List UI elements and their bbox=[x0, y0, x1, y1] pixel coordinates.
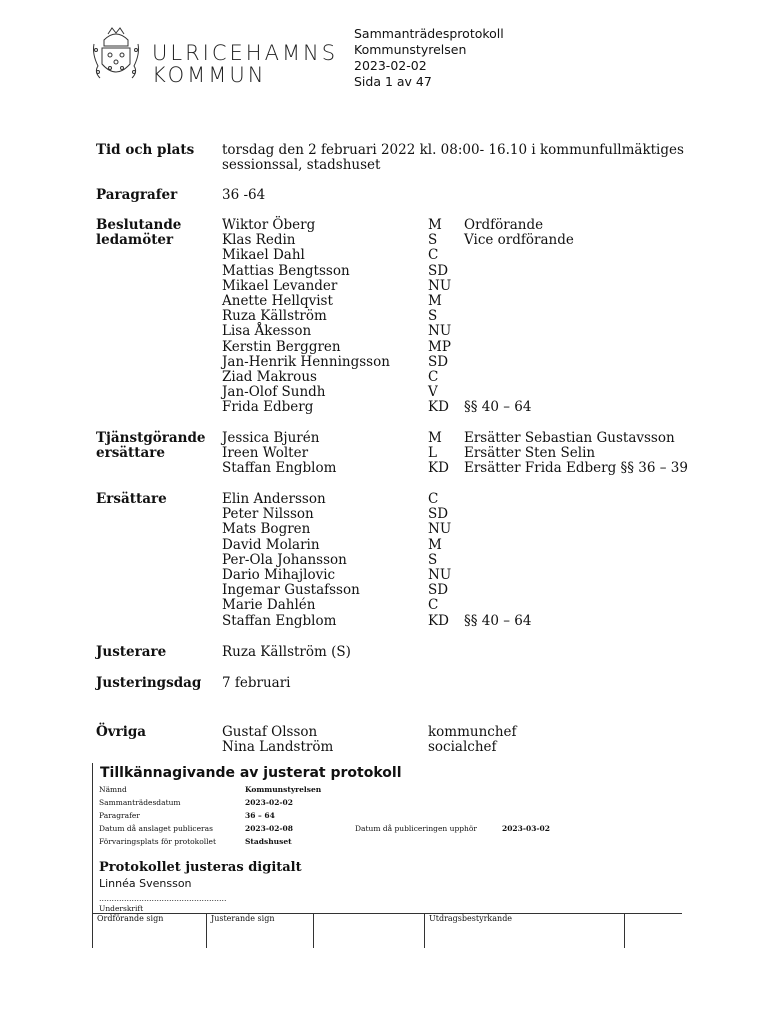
list-item bbox=[0, 264, 770, 279]
page-number: Sida 1 av 47 bbox=[354, 74, 432, 89]
logo-line-2: KOMMUN bbox=[152, 63, 267, 87]
party-code: SD bbox=[428, 262, 449, 279]
notice-meeting-date-value: 2023-02-02 bbox=[245, 798, 293, 807]
list-item bbox=[0, 492, 770, 507]
person-name: Marie Dahlén bbox=[222, 597, 316, 614]
list-item bbox=[0, 355, 770, 370]
party-code: SD bbox=[428, 582, 449, 599]
person-title: kommunchef bbox=[428, 724, 517, 740]
person-role: Ordförande bbox=[464, 217, 544, 233]
list-item bbox=[0, 233, 770, 248]
paragraphs-value: 36 -64 bbox=[222, 187, 266, 203]
others-list bbox=[0, 725, 770, 755]
certified-cell[interactable] bbox=[425, 914, 625, 948]
notice-title: Tillkännagivande av justerat protokoll bbox=[100, 765, 402, 781]
members-label: Beslutande ledamöter bbox=[96, 217, 182, 249]
party-code: C bbox=[428, 368, 439, 385]
adjust-date-value: 7 februari bbox=[222, 675, 291, 691]
party-code: NU bbox=[428, 277, 452, 294]
party-code: NU bbox=[428, 521, 452, 538]
substitutes-label: Ersättare bbox=[96, 491, 167, 507]
party-code: C bbox=[428, 597, 439, 614]
party-code: SD bbox=[428, 506, 449, 523]
person-name: Anette Hellqvist bbox=[222, 292, 333, 309]
adjuster-label: Justerare bbox=[96, 644, 167, 660]
list-item bbox=[0, 461, 770, 476]
person-name: Staffan Engblom bbox=[222, 460, 337, 477]
notice-body-label: Nämnd bbox=[99, 785, 127, 794]
list-item bbox=[0, 583, 770, 598]
party-code: L bbox=[428, 445, 437, 462]
header-meta bbox=[354, 26, 504, 90]
notice-storage-label: Förvaringsplats för protokollet bbox=[99, 837, 216, 846]
party-code: S bbox=[428, 308, 438, 325]
list-item bbox=[0, 309, 770, 324]
chair-sign-cell[interactable] bbox=[93, 914, 207, 948]
list-item bbox=[0, 553, 770, 568]
signature-label: Underskrift bbox=[99, 904, 144, 913]
paragraphs-label: Paragrafer bbox=[96, 187, 178, 203]
person-name: David Molarin bbox=[222, 536, 320, 553]
list-item bbox=[0, 218, 770, 233]
person-name: Jan-Olof Sundh bbox=[222, 384, 326, 401]
person-name: Ziad Makrous bbox=[222, 368, 317, 385]
list-item bbox=[0, 725, 770, 740]
person-name: Ruza Källström bbox=[222, 308, 327, 325]
list-item bbox=[0, 740, 770, 755]
chair-sign-label: Ordförande sign bbox=[97, 914, 164, 923]
person-name: Jan-Henrik Henningsson bbox=[222, 353, 390, 370]
secretary-name: Linnéa Svensson bbox=[99, 877, 192, 890]
party-code: S bbox=[428, 232, 438, 249]
party-code: C bbox=[428, 247, 439, 264]
person-name: Wiktor Öberg bbox=[222, 217, 316, 233]
place-line-2: sessionssal, stadshuset bbox=[222, 157, 381, 173]
party-code: KD bbox=[428, 399, 449, 416]
notice-removed-value: 2023-03-02 bbox=[502, 824, 550, 833]
list-item bbox=[0, 522, 770, 537]
notice-body-value: Kommunstyrelsen bbox=[245, 785, 322, 794]
party-code: M bbox=[428, 217, 442, 233]
person-name: Mattias Bengtsson bbox=[222, 262, 350, 279]
person-name: Nina Landström bbox=[222, 739, 334, 756]
list-item bbox=[0, 507, 770, 522]
notice-paragraph-value: 36 – 64 bbox=[245, 811, 275, 820]
list-item bbox=[0, 370, 770, 385]
person-name: Ireen Wolter bbox=[222, 445, 309, 462]
person-name: Frida Edberg bbox=[222, 399, 314, 416]
substitutes-list bbox=[0, 492, 770, 629]
adjust-date-label: Justeringsdag bbox=[96, 675, 202, 691]
place-line-1: torsdag den 2 februari 2022 kl. 08:00- 16.10 i kommunfullmäktiges bbox=[222, 142, 684, 158]
logo-line-1: ULRICEHAMNS bbox=[152, 41, 339, 65]
list-item bbox=[0, 248, 770, 263]
signature-table bbox=[92, 913, 682, 948]
meeting-date: 2023-02-02 bbox=[354, 58, 427, 73]
adjuster-sign-label: Justerande sign bbox=[211, 914, 275, 923]
notice-posted-label: Datum då anslaget publiceras bbox=[99, 824, 213, 833]
party-code: M bbox=[428, 430, 442, 446]
serving-substitutes-label: Tjänstgörande ersättare bbox=[96, 430, 206, 462]
person-title: socialchef bbox=[428, 739, 497, 756]
person-name: Mikael Levander bbox=[222, 277, 338, 294]
person-name: Staffan Engblom bbox=[222, 612, 337, 629]
list-item bbox=[0, 400, 770, 415]
list-item bbox=[0, 446, 770, 461]
person-name: Per-Ola Johansson bbox=[222, 551, 347, 568]
adjuster-sign-cell[interactable] bbox=[207, 914, 314, 948]
notice-meeting-date-label: Sammanträdesdatum bbox=[99, 798, 181, 807]
party-code: M bbox=[428, 536, 442, 553]
signature-dots: …………………………………………… bbox=[99, 894, 227, 903]
party-code: C bbox=[428, 491, 439, 507]
person-name: Mats Bogren bbox=[222, 521, 311, 538]
party-code: KD bbox=[428, 460, 449, 477]
list-item bbox=[0, 614, 770, 629]
list-item bbox=[0, 538, 770, 553]
person-name: Ingemar Gustafsson bbox=[222, 582, 360, 599]
adjuster-value: Ruza Källström (S) bbox=[222, 644, 351, 660]
party-code: NU bbox=[428, 323, 452, 340]
board-name: Kommunstyrelsen bbox=[354, 42, 467, 57]
person-role: §§ 40 – 64 bbox=[464, 612, 532, 629]
serving-substitutes-list bbox=[0, 431, 770, 477]
person-role: Vice ordförande bbox=[464, 232, 574, 249]
person-role: Ersätter Frida Edberg §§ 36 – 39 bbox=[464, 460, 688, 477]
person-name: Elin Andersson bbox=[222, 491, 326, 507]
list-item bbox=[0, 568, 770, 583]
list-item bbox=[0, 294, 770, 309]
person-role: §§ 40 – 64 bbox=[464, 399, 532, 416]
notice-posted-value: 2023-02-08 bbox=[245, 824, 293, 833]
list-item bbox=[0, 431, 770, 446]
list-item bbox=[0, 340, 770, 355]
person-name: Mikael Dahl bbox=[222, 247, 305, 264]
place-label: Tid och plats bbox=[96, 142, 195, 158]
person-name: Gustaf Olsson bbox=[222, 724, 318, 740]
list-item bbox=[0, 279, 770, 294]
person-name: Jessica Bjurén bbox=[222, 430, 320, 446]
person-name: Klas Redin bbox=[222, 232, 296, 249]
party-code: M bbox=[428, 292, 442, 309]
person-name: Kerstin Berggren bbox=[222, 338, 341, 355]
others-label: Övriga bbox=[96, 724, 147, 740]
coat-of-arms-icon bbox=[90, 24, 142, 84]
party-code: S bbox=[428, 551, 438, 568]
list-item bbox=[0, 385, 770, 400]
person-name: Lisa Åkesson bbox=[222, 323, 312, 340]
notice-removed-label: Datum då publiceringen upphör bbox=[355, 824, 477, 833]
person-role: Ersätter Sebastian Gustavsson bbox=[464, 430, 675, 446]
list-item bbox=[0, 324, 770, 339]
party-code: KD bbox=[428, 612, 449, 629]
party-code: SD bbox=[428, 353, 449, 370]
party-code: V bbox=[428, 384, 438, 401]
party-code: MP bbox=[428, 338, 451, 355]
person-role: Ersätter Sten Selin bbox=[464, 445, 596, 462]
digital-adjust-title: Protokollet justeras digitalt bbox=[99, 860, 302, 875]
list-item bbox=[0, 598, 770, 613]
municipality-logo bbox=[90, 22, 339, 92]
doc-type: Sammanträdesprotokoll bbox=[354, 26, 504, 41]
empty-sign-cell[interactable] bbox=[314, 914, 425, 948]
person-name: Dario Mihajlovic bbox=[222, 566, 336, 583]
certified-label: Utdragsbestyrkande bbox=[429, 914, 513, 923]
person-name: Peter Nilsson bbox=[222, 506, 314, 523]
notice-left-border bbox=[92, 763, 93, 913]
notice-paragraph-label: Paragrafer bbox=[99, 811, 140, 820]
party-code: NU bbox=[428, 566, 452, 583]
notice-storage-value: Stadshuset bbox=[245, 837, 292, 846]
members-list bbox=[0, 218, 770, 415]
